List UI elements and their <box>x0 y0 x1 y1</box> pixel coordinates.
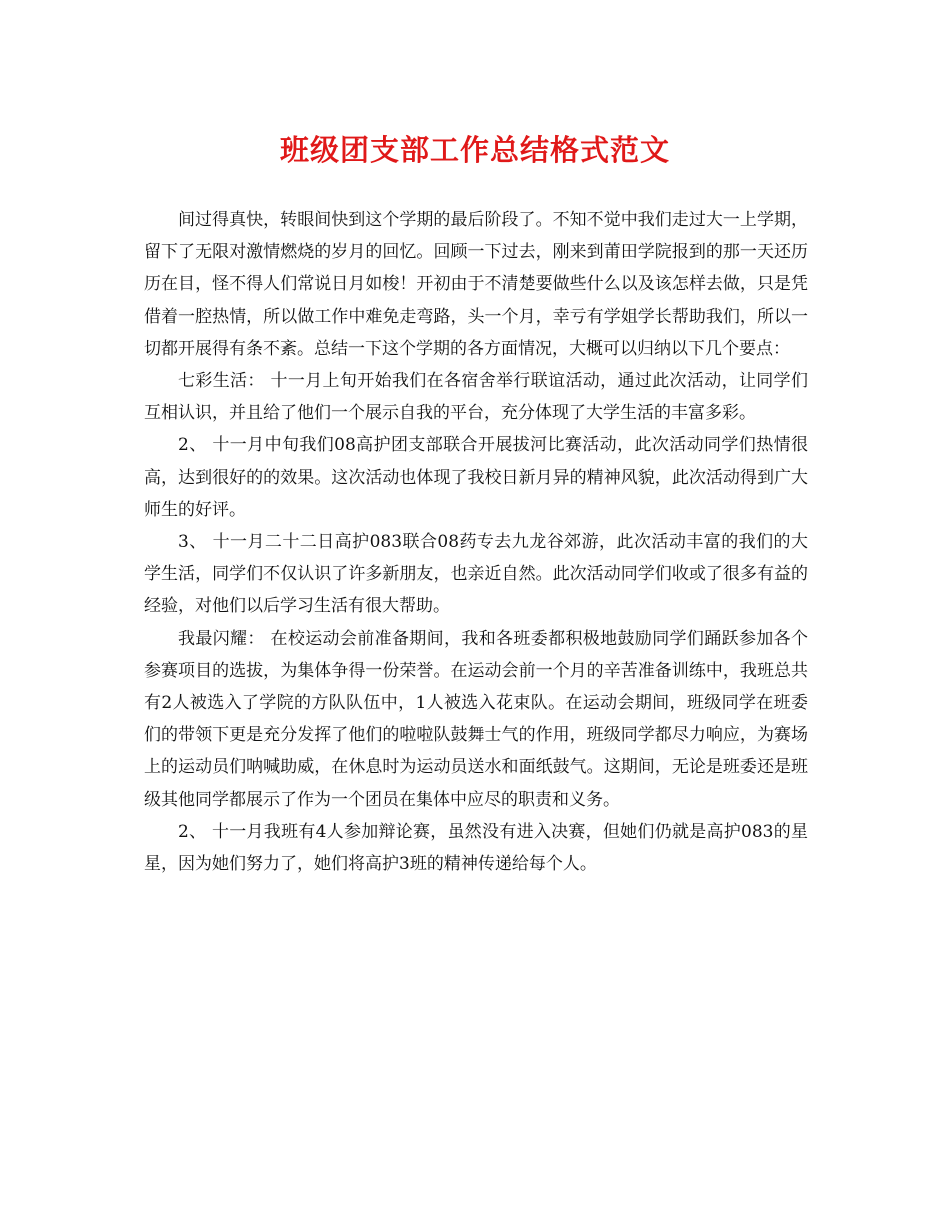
document-title: 班级团支部工作总结格式范文 <box>279 133 670 167</box>
paragraph-intro: 间过得真快，转眼间快到这个学期的最后阶段了。不知不觉中我们走过大一上学期，留下了无限对激情燃烧的岁月的回忆。回顾一下过去，刚来到莆田学院报到的那一天还历历在目，怪不得人们常说日月如梭！开初由于不清楚要做些什么以及该怎样去做，只是凭借着一腔热情，所以做工作中难免走弯路，头一个月，幸亏有学姐学长帮助我们，所以一切都开展得有条不紊。总结一下这个学期的各方面情况，大概可以归纳以下几个要点： <box>144 210 808 359</box>
paragraph-colorful-life: 七彩生活： 十一月上旬开始我们在各宿舍举行联谊活动，通过此次活动，让同学们互相认识，并且给了他们一个展示自我的平台，充分体现了大学生活的丰富多彩。 <box>144 371 808 424</box>
paragraph-tug-of-war: 2、 十一月中旬我们08高护团支部联合开展拔河比赛活动，此次活动同学们热情很高，达到很好的的效果。这次活动也体现了我校日新月异的精神风貌，此次活动得到广大师生的好评。 <box>144 435 808 520</box>
paragraph-outing: 3、 十一月二十二日高护083联合08药专去九龙谷郊游，此次活动丰富的我们的大学生活，同学们不仅认识了许多新朋友，也亲近自然。此次活动同学们收或了很多有益的经验，对他们以后学习生活有很大帮助。 <box>144 532 808 617</box>
document-body <box>144 204 808 880</box>
paragraph-sports-meet: 我最闪耀： 在校运动会前准备期间，我和各班委都积极地鼓励同学们踊跃参加各个参赛项目的选拔，为集体争得一份荣誉。在运动会前一个月的辛苦准备训练中，我班总共有2人被选入了学院的方队队伍中，1人被选入花束队。在运动会期间，班级同学在班委们的带领下更是充分发挥了他们的啦啦队鼓舞士气的作用，班级同学都尽力响应，为赛场上的运动员们呐喊助威，在休息时为运动员送水和面纸鼓气。这期间，无论是班委还是班级其他同学都展示了作为一个团员在集体中应尽的职责和义务。 <box>144 628 808 810</box>
paragraph-debate: 2、 十一月我班有4人参加辩论赛，虽然没有进入决赛，但她们仍就是高护083的星星，因为她们努力了，她们将高护3班的精神传递给每个人。 <box>144 821 808 875</box>
